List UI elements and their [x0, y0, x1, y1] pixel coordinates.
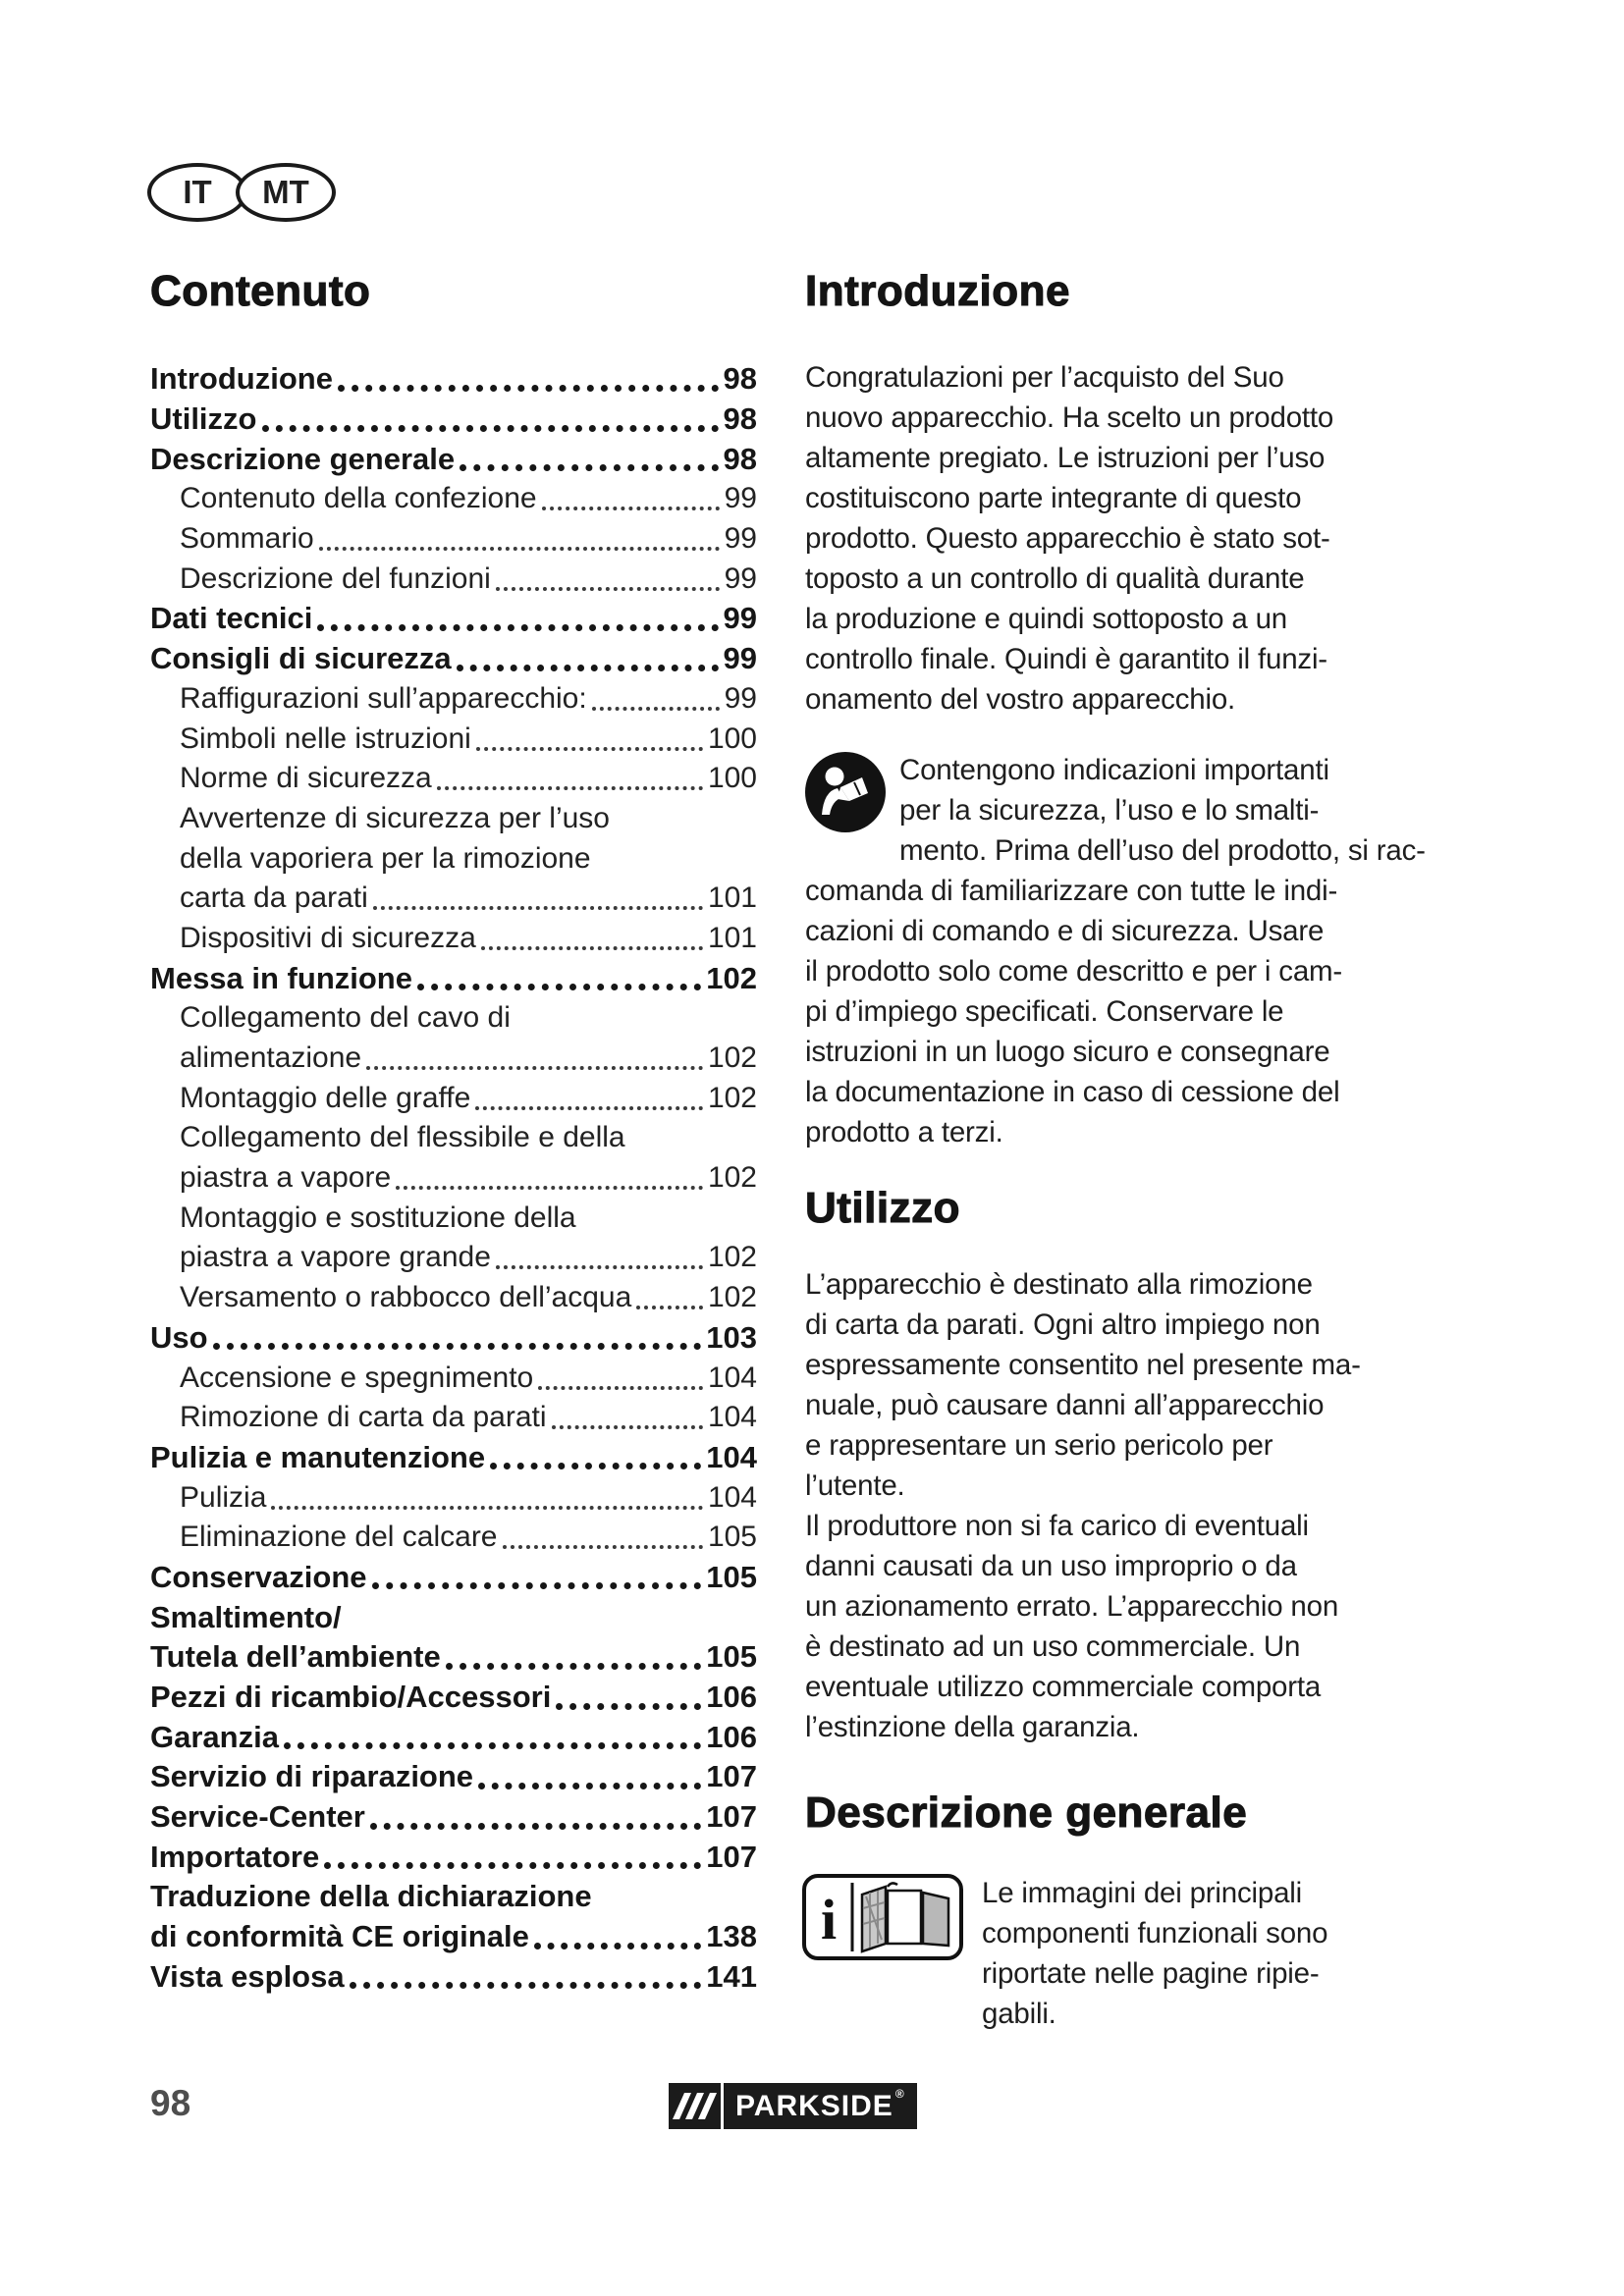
toc-page-number: 106	[706, 1680, 757, 1715]
text-line: per la sicurezza, l’uso e lo smalti-	[899, 794, 1320, 827]
text-line: cazioni di comando e di sicurezza. Usare	[805, 915, 1325, 947]
safety-note-paragraph	[805, 750, 1434, 1152]
text-line: l’utente.	[805, 1469, 905, 1502]
toc-entry: di conformità CE originale 138	[150, 1919, 757, 1954]
toc-page-number: 98	[723, 361, 757, 397]
text-line: L’apparecchio è destinato alla rimozione	[805, 1268, 1313, 1301]
toc-page-number: 101	[707, 881, 757, 915]
text-line: costituiscono parte integrante di questo	[805, 482, 1302, 514]
table-of-contents	[150, 359, 757, 1997]
dot-leader	[284, 1742, 701, 1749]
text-line: Contengono indicazioni importanti	[899, 754, 1329, 786]
text-line: Le immagini dei principali	[982, 1877, 1303, 1909]
text-line: eventuale utilizzo commerciale comporta	[805, 1671, 1322, 1703]
text-line: di carta da parati. Ogni altro impiego non	[805, 1308, 1321, 1341]
usage-section-title: Utilizzo	[805, 1184, 960, 1232]
toc-page-number: 98	[723, 401, 757, 437]
dot-leader	[213, 1343, 702, 1350]
parkside-wordmark: PARKSIDE ®	[724, 2083, 917, 2129]
dot-leader	[324, 1862, 701, 1869]
intro-paragraph	[805, 357, 1434, 720]
text-line: l’estinzione della garanzia.	[805, 1711, 1140, 1743]
dot-leader	[262, 425, 719, 432]
toc-page-number: 104	[707, 1480, 757, 1514]
toc-entry: Versamento o rabbocco dell’acqua 102	[180, 1281, 757, 1314]
text-line: riportate nelle pagine ripie-	[982, 1957, 1320, 1990]
svg-text:i: i	[821, 1888, 838, 1951]
toc-entry: Accensione e spegnimento 104	[180, 1361, 757, 1394]
toc-page-number: 104	[707, 1361, 757, 1394]
toc-entry: carta da parati 101	[180, 881, 757, 915]
dot-leader	[417, 984, 701, 990]
dot-leader	[556, 1703, 701, 1710]
toc-page-number: 102	[707, 1041, 757, 1075]
text-line: mento. Prima dell’uso del prodotto, si rac-	[899, 834, 1426, 867]
dot-leader	[338, 385, 719, 392]
toc-entry: Service-Center 107	[150, 1799, 757, 1835]
dot-leader	[534, 1943, 701, 1949]
dot-leader	[636, 1306, 703, 1309]
text-line: pi d’impiego specificati. Conservare le	[805, 995, 1284, 1028]
toc-entry: Eliminazione del calcare 105	[180, 1521, 757, 1554]
toc-entry: Garanzia 106	[150, 1719, 757, 1754]
toc-entry: Montaggio delle graffe 102	[180, 1081, 757, 1114]
text-line: nuale, può causare danni all’apparecchio	[805, 1389, 1325, 1421]
dot-leader	[503, 1545, 703, 1549]
toc-entry: Descrizione generale 98	[150, 441, 757, 476]
text-line: la documentazione in caso di cessione del	[805, 1076, 1340, 1108]
toc-entry: Contenuto della confezione 99	[180, 482, 757, 515]
toc-page-number: 104	[706, 1439, 757, 1474]
dot-leader	[460, 464, 718, 471]
dot-leader	[552, 1425, 703, 1429]
toc-entry: Importatore 107	[150, 1839, 757, 1874]
dot-leader	[538, 1386, 703, 1390]
language-badges	[147, 163, 336, 222]
toc-entry: Descrizione del funzioni 99	[180, 561, 757, 595]
text-line: comanda di familiarizzare con tutte le indi-	[805, 875, 1338, 907]
usage-paragraph	[805, 1264, 1434, 1747]
toc-entry: Servizio di riparazione 107	[150, 1759, 757, 1794]
toc-entry: alimentazione 102	[180, 1041, 757, 1075]
dot-leader	[370, 1823, 701, 1830]
toc-entry: Traduzione della dichiarazione	[150, 1879, 592, 1914]
toc-entry: Montaggio e sostituzione della	[180, 1201, 576, 1234]
text-line: Congratulazioni per l’acquisto del Suo	[805, 361, 1284, 394]
toc-entry: Introduzione 98	[150, 361, 757, 397]
toc-page-number: 106	[706, 1719, 757, 1754]
text-line: Il produttore non si fa carico di eventuali	[805, 1510, 1309, 1542]
dot-leader	[372, 1582, 702, 1589]
toc-page-number: 100	[707, 721, 757, 755]
dot-leader	[476, 747, 703, 751]
toc-entry: Dati tecnici 99	[150, 601, 757, 636]
dot-leader	[457, 665, 719, 671]
toc-page-number: 107	[706, 1799, 757, 1835]
dot-leader	[271, 1506, 703, 1510]
toc-page-number: 102	[707, 1281, 757, 1314]
toc-entry: Norme di sicurezza 100	[180, 762, 757, 795]
toc-page-number: 100	[707, 762, 757, 795]
toc-page-number: 98	[723, 441, 757, 476]
text-line: componenti funzionali sono	[982, 1917, 1328, 1949]
toc-page-number: 99	[723, 641, 757, 676]
dot-leader	[350, 1982, 702, 1989]
dot-leader	[496, 1265, 703, 1269]
dot-leader	[373, 906, 703, 910]
dot-leader	[319, 547, 720, 551]
toc-entry: Sommario 99	[180, 522, 757, 556]
toc-entry: piastra a vapore grande 102	[180, 1241, 757, 1274]
toc-page-number: 107	[706, 1839, 757, 1874]
dot-leader	[396, 1186, 703, 1190]
toc-page-number: 102	[707, 1161, 757, 1195]
toc-page-number: 141	[706, 1958, 757, 1994]
toc-entry: Messa in funzione 102	[150, 960, 757, 995]
text-line: espressamente consentito nel presente ma-	[805, 1349, 1361, 1381]
text-line: gabili.	[982, 1998, 1056, 2030]
dot-leader	[475, 1106, 703, 1110]
toc-title: Contenuto	[150, 267, 371, 315]
toc-page-number: 105	[706, 1639, 757, 1675]
toc-entry: Rimozione di carta da parati 104	[180, 1401, 757, 1434]
text-line: e rappresentare un serio pericolo per	[805, 1429, 1273, 1462]
toc-entry: Pezzi di ricambio/Accessori 106	[150, 1680, 757, 1715]
text-line: è destinato ad un uso commerciale. Un	[805, 1630, 1301, 1663]
badge-it: IT	[147, 163, 247, 222]
text-line: la produzione e quindi sottoposto a un	[805, 603, 1287, 635]
toc-page-number: 102	[706, 960, 757, 995]
toc-entry: Pulizia e manutenzione 104	[150, 1439, 757, 1474]
page-number: 98	[150, 2083, 191, 2123]
text-line: istruzioni in un luogo sicuro e consegnare	[805, 1036, 1330, 1068]
dot-leader	[490, 1463, 701, 1469]
toc-page-number: 99	[724, 561, 757, 595]
text-line: il prodotto solo come descritto e per i cam-	[805, 955, 1343, 988]
text-line: controllo finale. Quindi è garantito il funzi-	[805, 643, 1327, 675]
toc-entry: Dispositivi di sicurezza 101	[180, 921, 757, 954]
parkside-stripes-icon	[669, 2083, 721, 2129]
toc-entry: Consigli di sicurezza 99	[150, 641, 757, 676]
toc-entry: Conservazione 105	[150, 1559, 757, 1594]
toc-page-number: 102	[707, 1241, 757, 1274]
text-line: toposto a un controllo di qualità durante	[805, 562, 1305, 595]
toc-entry: Uso 103	[150, 1319, 757, 1355]
registered-mark: ®	[894, 2087, 905, 2101]
toc-entry: Smaltimento/	[150, 1599, 342, 1634]
toc-page-number: 99	[723, 601, 757, 636]
badge-mt: MT	[236, 163, 336, 222]
toc-entry: Collegamento del cavo di	[180, 1001, 511, 1035]
text-line: prodotto. Questo apparecchio è stato sot-	[805, 522, 1330, 555]
toc-page-number: 99	[724, 482, 757, 515]
text-line: danni causati da un uso improprio o da	[805, 1550, 1297, 1582]
toc-page-number: 105	[707, 1521, 757, 1554]
toc-entry: Vista esplosa 141	[150, 1958, 757, 1994]
text-line: altamente pregiato. Le istruzioni per l’uso	[805, 442, 1326, 474]
dot-leader	[437, 786, 703, 790]
text-line: nuovo apparecchio. Ha scelto un prodotto	[805, 401, 1334, 434]
toc-entry: Utilizzo 98	[150, 401, 757, 437]
dot-leader	[496, 587, 720, 591]
general-section-title: Descrizione generale	[805, 1789, 1248, 1837]
text-line: prodotto a terzi.	[805, 1116, 1003, 1148]
toc-entry: Collegamento del flessibile e della	[180, 1121, 625, 1154]
toc-page-number: 101	[707, 921, 757, 954]
toc-page-number: 104	[707, 1401, 757, 1434]
toc-page-number: 107	[706, 1759, 757, 1794]
read-manual-icon	[805, 752, 886, 832]
toc-entry: Avvertenze di sicurezza per l’uso	[180, 801, 610, 834]
dot-leader	[317, 624, 718, 631]
dot-leader	[592, 707, 720, 711]
text-line: un azionamento errato. L’apparecchio non	[805, 1590, 1339, 1623]
toc-entry: Pulizia 104	[180, 1480, 757, 1514]
toc-page-number: 105	[706, 1559, 757, 1594]
toc-entry: piastra a vapore 102	[180, 1161, 757, 1195]
parkside-logo	[669, 2083, 917, 2129]
toc-entry: Tutela dell’ambiente 105	[150, 1639, 757, 1675]
dot-leader	[542, 507, 720, 510]
toc-page-number: 99	[724, 522, 757, 556]
toc-page-number: 102	[707, 1081, 757, 1114]
toc-entry: della vaporiera per la rimozione	[180, 841, 591, 875]
dot-leader	[478, 1783, 701, 1789]
toc-page-number: 99	[724, 681, 757, 715]
toc-page-number: 103	[706, 1319, 757, 1355]
text-line: onamento del vostro apparecchio.	[805, 683, 1236, 716]
toc-entry: Raffigurazioni sull’apparecchio: 99	[180, 681, 757, 715]
toc-entry: Simboli nelle istruzioni 100	[180, 721, 757, 755]
dot-leader	[481, 946, 703, 950]
general-description-note	[801, 1873, 1434, 2034]
toc-page-number: 138	[706, 1919, 757, 1954]
dot-leader	[366, 1066, 703, 1070]
intro-section-title: Introduzione	[805, 267, 1070, 315]
dot-leader	[446, 1663, 702, 1670]
info-foldout-icon	[801, 1873, 964, 1961]
